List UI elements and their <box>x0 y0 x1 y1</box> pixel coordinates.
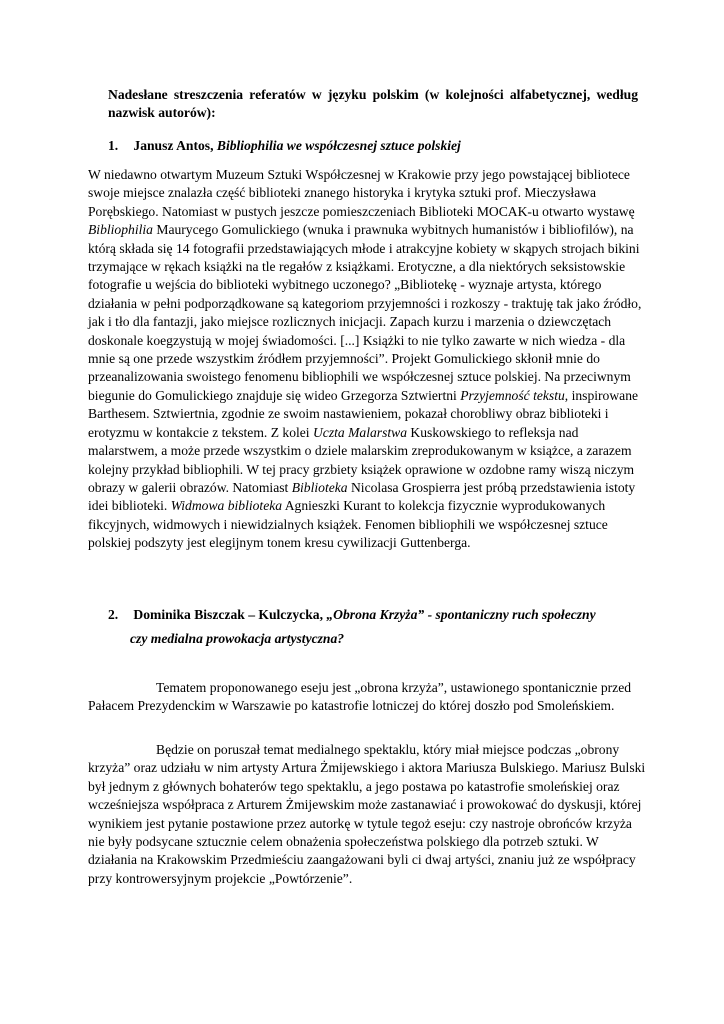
section-2-author: Dominika Biszczak – Kulczycka, <box>133 607 323 622</box>
text-run: Agnieszki Kurant to kolekcja fizycznie wyprodukowanych fikcyjnych, widmowych i niewidzialnych książek. Fenomen bibliophili we współczesnej sztuce polskiej podszyty jest elegijnym tonem kresu cywilizacji Guttenberga. <box>88 498 608 551</box>
section-1-number: 1. <box>108 138 119 153</box>
text-run: , inspirowane Barthesem. Sztwiertnia, zgodnie ze swoim nastawieniem, pokazał chorobliwy obraz biblioteki i erotyzmu w kontakcie z tekstem. Z kolei <box>88 387 639 440</box>
section-1-title: Bibliophilia we współczesnej sztuce polskiej <box>216 138 461 153</box>
section-1-author: Janusz Antos, <box>133 138 214 153</box>
work-title: Uczta Malarstwa <box>312 424 408 440</box>
section-1-paragraph <box>88 166 648 553</box>
text-run: Nicolasa Grospierra jest próbą przedstawienia istoty idei biblioteki. <box>88 479 636 514</box>
section-2-heading <box>108 606 668 649</box>
section-1-body <box>88 166 648 553</box>
intro-text: Nadesłane streszczenia referatów w języku polskim (w kolejności alfabetycznej, według nazwisk autorów): <box>108 87 638 121</box>
work-title: Biblioteka <box>291 479 348 495</box>
section-2-number: 2. <box>108 607 119 622</box>
section-1-heading <box>108 137 668 155</box>
text-run: Maurycego Gomulickiego (wnuka i prawnuka wybitnych humanistów i bibliofilów), na którą składa się 14 fotografii przedstawiających młode i atrakcyjne kobiety w skąpych strojach bikini trzymające w rękach książki na tle regałów z książkami. Erotyczne, a dla niektórych seksistowskie fotografie u wejścia do biblioteki wybitnego uczonego? „Bibliotekę - wyznaje artysta, którego działania w pełni podporządkowane są kategoriom przyjemności i rozkoszy - traktuję tak jako źródło, jak i tło dla fantazji, jako miejsce rozlicznych inicjacji. Zapach kurzu i marzenia o dziewczętach doskonale koegzystują w mojej świadomości. [...] Książki to nie tylko zawarte w nich wiedza - dla mnie są one przede wszystkim źródłem przyjemności”. Projekt Gomulickiego skłonił mnie do przeanalizowania swoistego fenomenu bibliophili we współczesnej sztuce polskiej. Na przeciwnym biegunie do Gomulickiego znajduje się wideo Grzegorza Sztwiertni <box>88 222 642 403</box>
text-run: Kuskowskiego to refleksja nad malarstwem, a może przede wszystkim o dziele malarskim zreprodukowanym w książce, a zarazem kolejny przykład bibliophili. W tej pracy grzbiety książek oprawione w ozdobne ramy wiszą niczym obrazy w galerii obrazów. Natomiast <box>88 424 635 495</box>
section-2-title-line-2: czy medialna prowokacja artystyczna? <box>130 631 345 647</box>
text-run: W niedawno otwartym Muzeum Sztuki Współczesnej w Krakowie przy jego powstającej bibliotece swoje miejsce znalazła część biblioteki znanego historyka i krytyka sztuki prof. Mieczysława Porębskiego. Natomiast w pustych jeszcze pomieszczeniach Biblioteki MOCAK-u otwarto wystawę <box>88 167 635 219</box>
section-2-paragraph-2: Będzie on poruszał temat medialnego spektaklu, który miał miejsce podczas „obrony krzyża” oraz udziału w nim artysty Artura Żmijewskiego i aktora Mariusza Bulskiego. Mariusz Bulski był jednym z głównych bohaterów tego spektaklu, a jego postawa po katastrofie smoleńskiej oraz wcześniejsza współpraca z Arturem Żmijewskim może zastanawiać i prowokować do dyskusji, której wynikiem jest pytanie postawione przez autorkę w tytule tegoż eseju: czy nastroje obrońców krzyża nie były podsycane sztucznie celem obnażenia społeczeństwa polskiego dla potrzeb sztuki. W działania na Krakowskim Przedmieściu zaangażowani byli ci dwaj artyści, znaniu już ze współpracy przy kontrowersyjnym projekcie „Powtórzenie”. <box>88 742 646 886</box>
section-2-body-1 <box>88 679 648 716</box>
section-2-title-line-1: „Obrona Krzyża” - spontaniczny ruch społeczny <box>326 607 596 622</box>
section-2-body-2 <box>88 741 648 888</box>
work-title: Przyjemność tekstu <box>460 387 565 403</box>
section-2-paragraph-1: Tematem proponowanego eseju jest „obrona krzyża”, ustawionego spontanicznie przed Pałacem Prezydenckim w Warszawie po katastrofie lotniczej do której doszło pod Smoleńskiem. <box>88 680 632 714</box>
work-title: Widmowa biblioteka <box>170 498 283 514</box>
work-title: Bibliophilia <box>88 222 153 238</box>
